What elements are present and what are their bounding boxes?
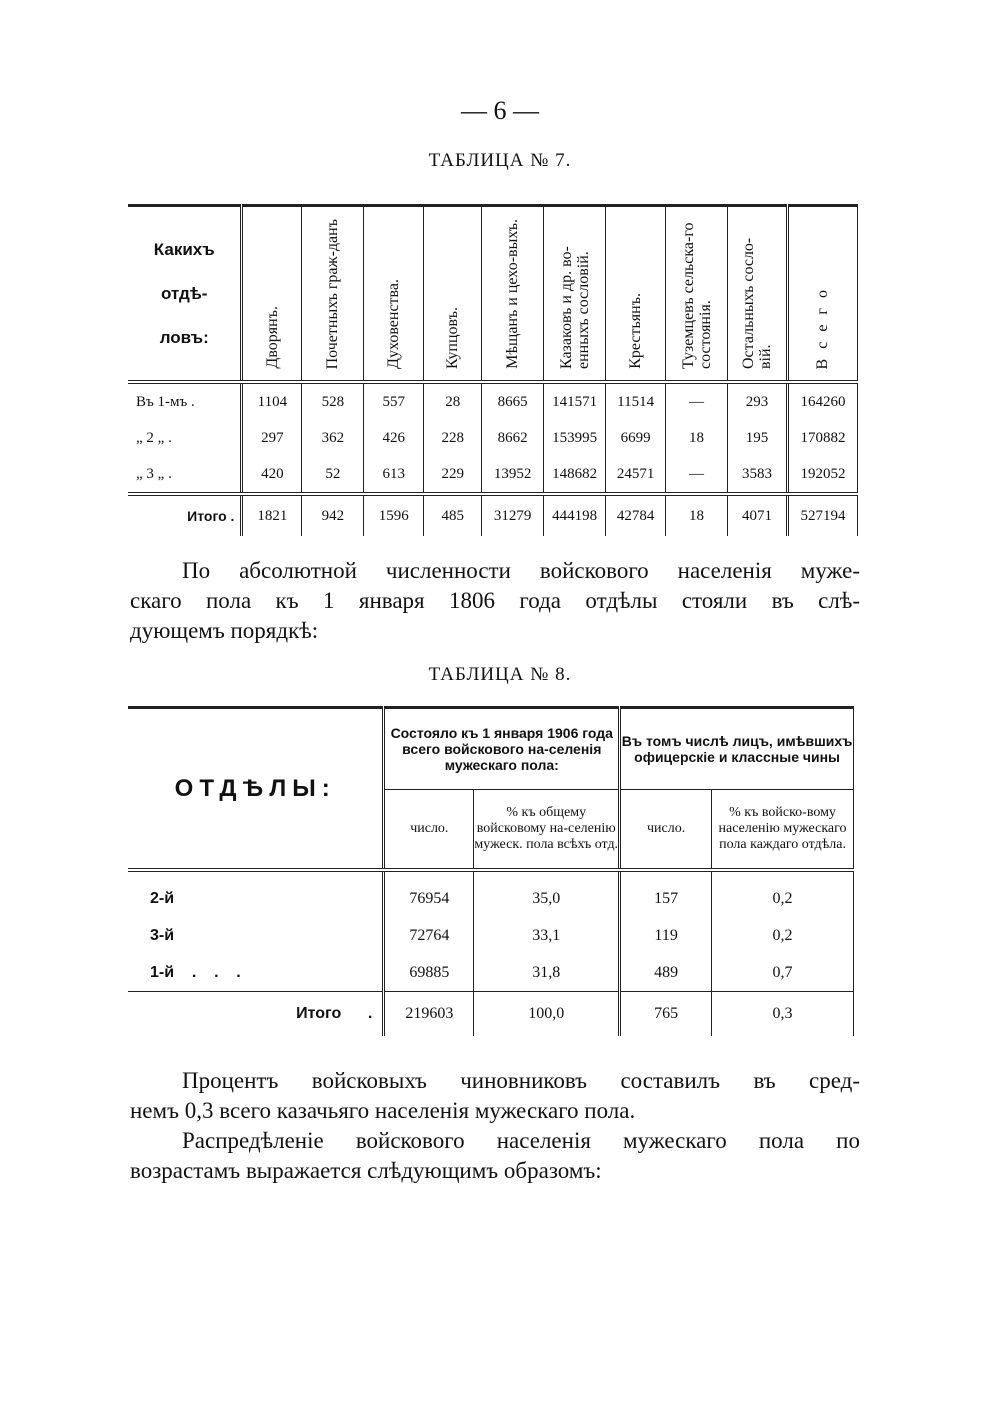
- col-header: [606, 206, 666, 383]
- cell: 1596: [364, 494, 424, 536]
- col-header-text: Почетныхъ граж-данъ: [324, 218, 342, 369]
- cell: 489: [620, 954, 712, 992]
- cell: 0,2: [712, 870, 854, 917]
- table7-header-row: [128, 206, 858, 383]
- cell: 528: [302, 382, 364, 420]
- subheader-percent: % къ войско-вому населенію мужескаго пола каждаго отдѣла.: [712, 790, 854, 871]
- col-header: [482, 206, 544, 383]
- row-label: „ 2 „ .: [136, 429, 172, 446]
- cell: 195: [728, 420, 788, 456]
- cell: 141571: [544, 382, 606, 420]
- cell: 170882: [787, 420, 857, 456]
- table8-name-header: ОТДѢЛЫ:: [128, 708, 384, 871]
- col-header-text: Туземцевъ сельска-го состоянія.: [679, 222, 714, 369]
- table7-caption: ТАБЛИЦА № 7.: [428, 150, 572, 171]
- cell: —: [666, 382, 728, 420]
- table-row: [128, 420, 858, 456]
- cell: 35,0: [474, 870, 620, 917]
- col-header: [787, 206, 857, 383]
- cell: 28: [424, 382, 482, 420]
- group-header-officers: Въ томъ числѣ лицъ, имѣвшихъ офицерскіе и классные чины: [620, 708, 854, 790]
- col-header: [544, 206, 606, 383]
- text-line: Распредѣленіе войскового населенія мужескаго пола по: [182, 1128, 860, 1153]
- table-row: [128, 456, 858, 494]
- paragraph-2: [130, 1066, 860, 1126]
- table7: [128, 204, 858, 536]
- table8-header-row: [128, 708, 854, 790]
- row-label: 2-й: [150, 889, 175, 907]
- cell: 557: [364, 382, 424, 420]
- cell: 31,8: [474, 954, 620, 992]
- cell: 76954: [384, 870, 474, 917]
- col-header-text: Купцовъ.: [444, 306, 462, 369]
- cell: 192052: [787, 456, 857, 494]
- col-header-text: Остальныхъ сосло-вій.: [740, 237, 774, 369]
- cell: 4071: [728, 494, 788, 536]
- cell: 228: [424, 420, 482, 456]
- table8: [128, 706, 854, 1036]
- row-label: Въ 1-мъ .: [136, 393, 195, 410]
- cell: 18: [666, 420, 728, 456]
- table7-total-row: [128, 494, 858, 536]
- row-header-line: Какихъ: [153, 239, 215, 259]
- col-header-text: Дворянъ.: [263, 306, 281, 369]
- row-label: 3-й: [150, 926, 175, 944]
- col-header-text: Духовенства.: [385, 279, 403, 369]
- page-number: — 6 —: [461, 96, 539, 125]
- col-header: [302, 206, 364, 383]
- cell: 119: [620, 917, 712, 954]
- row-label: „ 3 „ .: [136, 465, 172, 482]
- col-header-text: В с е г о: [814, 286, 832, 369]
- total-label: Итого .: [128, 992, 384, 1037]
- subheader-count: число.: [384, 790, 474, 871]
- col-header-text: Крестьянъ.: [627, 293, 645, 369]
- cell: 69885: [384, 954, 474, 992]
- cell: 18: [666, 494, 728, 536]
- row-header-line: отдѣ-: [160, 283, 208, 303]
- table-row: [128, 382, 858, 420]
- cell: 3583: [728, 456, 788, 494]
- text-line: дующемъ порядкѣ:: [130, 618, 319, 643]
- cell: 485: [424, 494, 482, 536]
- text-line: По абсолютной численности войскового населенія муже-: [182, 558, 860, 583]
- cell: 24571: [606, 456, 666, 494]
- paragraph-1: [130, 556, 860, 646]
- cell: 293: [728, 382, 788, 420]
- cell: 444198: [544, 494, 606, 536]
- cell: 164260: [787, 382, 857, 420]
- col-header: [364, 206, 424, 383]
- cell: 153995: [544, 420, 606, 456]
- cell: 0,3: [712, 992, 854, 1037]
- cell: —: [666, 456, 728, 494]
- text-line: немъ 0,3 всего казачьяго населенія мужескаго пола.: [130, 1098, 636, 1123]
- cell: 157: [620, 870, 712, 917]
- cell: 6699: [606, 420, 666, 456]
- table7-row-header: [128, 206, 242, 383]
- cell: 148682: [544, 456, 606, 494]
- text-line: скаго пола къ 1 января 1806 года отдѣлы стояли въ слѣ-: [130, 588, 860, 613]
- total-label: Итого .: [128, 494, 242, 536]
- table-row: [128, 917, 854, 954]
- cell: 8662: [482, 420, 544, 456]
- col-header: [666, 206, 728, 383]
- row-header-line: ловъ:: [159, 327, 209, 347]
- cell: 426: [364, 420, 424, 456]
- cell: 0,2: [712, 917, 854, 954]
- cell: 1821: [242, 494, 302, 536]
- subheader-count: число.: [620, 790, 712, 871]
- cell: 0,7: [712, 954, 854, 992]
- cell: 42784: [606, 494, 666, 536]
- col-header: [242, 206, 302, 383]
- subheader-percent: % къ общему войсковому на-селенію мужеск. пола всѣхъ отд.: [474, 790, 620, 871]
- cell: 11514: [606, 382, 666, 420]
- paragraph-3: [130, 1126, 860, 1186]
- cell: 420: [242, 456, 302, 494]
- cell: 31279: [482, 494, 544, 536]
- group-header-total: Состояло къ 1 января 1906 года всего войскового на-селенія мужескаго пола:: [384, 708, 620, 790]
- cell: 100,0: [474, 992, 620, 1037]
- col-header: [728, 206, 788, 383]
- cell: 1104: [242, 382, 302, 420]
- cell: 527194: [787, 494, 857, 536]
- cell: 8665: [482, 382, 544, 420]
- cell: 33,1: [474, 917, 620, 954]
- cell: 13952: [482, 456, 544, 494]
- col-header-text: Мѣщанъ и цехо-выхъ.: [504, 219, 522, 369]
- table-row: [128, 870, 854, 917]
- table-row: [128, 954, 854, 992]
- cell: 297: [242, 420, 302, 456]
- col-header-text: Казаковъ и др. во-енныхъ сословій.: [557, 246, 592, 369]
- cell: 765: [620, 992, 712, 1037]
- cell: 229: [424, 456, 482, 494]
- table8-caption: ТАБЛИЦА № 8.: [428, 664, 572, 685]
- cell: 72764: [384, 917, 474, 954]
- cell: 362: [302, 420, 364, 456]
- cell: 942: [302, 494, 364, 536]
- text-line: возрастамъ выражается слѣдующимъ образомъ:: [130, 1158, 602, 1183]
- text-line: Процентъ войсковыхъ чиновниковъ составилъ въ сред-: [182, 1068, 860, 1093]
- col-header: [424, 206, 482, 383]
- cell: 219603: [384, 992, 474, 1037]
- cell: 613: [364, 456, 424, 494]
- row-label: 1-й . . .: [150, 963, 241, 981]
- table8-total-row: [128, 992, 854, 1037]
- cell: 52: [302, 456, 364, 494]
